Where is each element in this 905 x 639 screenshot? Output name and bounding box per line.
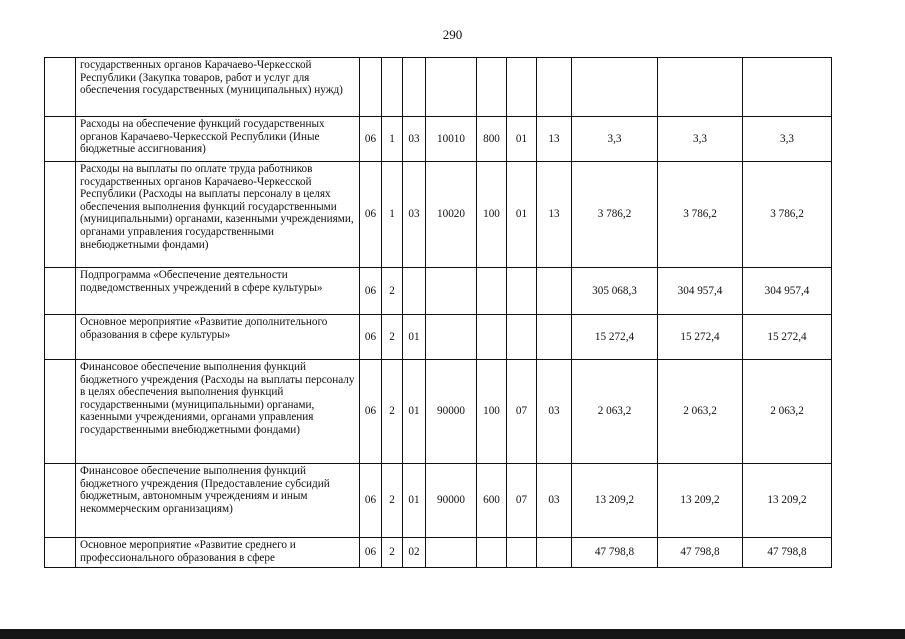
row-number-cell: [45, 162, 76, 268]
amount-cell: 3,3: [743, 117, 832, 162]
budget-table: [44, 57, 832, 568]
amount-cell: 15 272,4: [743, 315, 832, 360]
table-row: [45, 58, 832, 117]
row-number-cell: [45, 360, 76, 464]
amount-cell: 3 786,2: [743, 162, 832, 268]
amount-cell: [572, 58, 658, 117]
row-description: Подпрограмма «Обеспечение деятельности подведомственных учреждений в сфере культуры»: [76, 268, 360, 315]
code-cell: 03: [537, 464, 572, 538]
code-cell: 100: [477, 162, 507, 268]
table-row: [45, 117, 832, 162]
amount-cell: 2 063,2: [658, 360, 743, 464]
table-row: [45, 268, 832, 315]
amount-cell: 13 209,2: [572, 464, 658, 538]
table-row: [45, 162, 832, 268]
amount-cell: 13 209,2: [743, 464, 832, 538]
code-cell: 13: [537, 117, 572, 162]
code-cell: [477, 58, 507, 117]
code-cell: [507, 315, 537, 360]
scan-edge-bar: [0, 629, 905, 639]
code-cell: [477, 268, 507, 315]
row-description: Расходы на выплаты по оплате труда работников государственных органов Карачаево-Черкесской Республики (Расходы на выплаты персоналу в целях обеспечения выполнения функций государственными (муниципальными) органами, казенными учреждениями, органами управления государственными внебюджетными фондами): [76, 162, 360, 268]
code-cell: [360, 58, 382, 117]
page-number: 290: [442, 27, 463, 42]
code-cell: 03: [403, 117, 426, 162]
amount-cell: 3,3: [572, 117, 658, 162]
code-cell: [537, 538, 572, 568]
code-cell: [507, 268, 537, 315]
code-cell: 06: [360, 162, 382, 268]
row-description: Финансовое обеспечение выполнения функций бюджетного учреждения (Расходы на выплаты персоналу в целях обеспечения выполнения функций государственными (муниципальными) органами, казенными учреждениями, органами управления государственными внебюджетными фондами): [76, 360, 360, 464]
code-cell: 1: [382, 162, 403, 268]
code-cell: 06: [360, 117, 382, 162]
code-cell: 07: [507, 360, 537, 464]
row-number-cell: [45, 538, 76, 568]
code-cell: 800: [477, 117, 507, 162]
amount-cell: 2 063,2: [572, 360, 658, 464]
row-number-cell: [45, 315, 76, 360]
code-cell: 2: [382, 268, 403, 315]
code-cell: [426, 315, 477, 360]
code-cell: [537, 58, 572, 117]
code-cell: 07: [507, 464, 537, 538]
code-cell: 01: [403, 360, 426, 464]
code-cell: 03: [403, 162, 426, 268]
code-cell: 06: [360, 360, 382, 464]
table-row: [45, 315, 832, 360]
row-description: государственных органов Карачаево-Черкесской Республики (Закупка товаров, работ и услуг для обеспечения государственных (муниципальных) нужд): [76, 58, 360, 117]
code-cell: 100: [477, 360, 507, 464]
amount-cell: 47 798,8: [743, 538, 832, 568]
table-row: [45, 464, 832, 538]
row-description: Финансовое обеспечение выполнения функций бюджетного учреждения (Предоставление субсидий бюджетным, автономным учреждениям и иным некоммерческим организациям): [76, 464, 360, 538]
amount-cell: 3 786,2: [658, 162, 743, 268]
row-number-cell: [45, 58, 76, 117]
code-cell: [426, 58, 477, 117]
code-cell: 1: [382, 117, 403, 162]
code-cell: 06: [360, 315, 382, 360]
code-cell: 2: [382, 315, 403, 360]
code-cell: [537, 315, 572, 360]
code-cell: [537, 268, 572, 315]
code-cell: 01: [507, 117, 537, 162]
code-cell: 06: [360, 464, 382, 538]
row-description: Основное мероприятие «Развитие дополнительного образования в сфере культуры»: [76, 315, 360, 360]
code-cell: 01: [403, 464, 426, 538]
code-cell: 01: [507, 162, 537, 268]
code-cell: 10020: [426, 162, 477, 268]
amount-cell: 13 209,2: [658, 464, 743, 538]
row-number-cell: [45, 464, 76, 538]
amount-cell: 304 957,4: [658, 268, 743, 315]
amount-cell: 47 798,8: [658, 538, 743, 568]
code-cell: 06: [360, 538, 382, 568]
code-cell: [477, 315, 507, 360]
amount-cell: [658, 58, 743, 117]
row-description: Расходы на обеспечение функций государственных органов Карачаево-Черкесской Республики (Иные бюджетные ассигнования): [76, 117, 360, 162]
code-cell: 600: [477, 464, 507, 538]
code-cell: 2: [382, 538, 403, 568]
code-cell: 03: [537, 360, 572, 464]
code-cell: [403, 268, 426, 315]
code-cell: 06: [360, 268, 382, 315]
row-description: Основное мероприятие «Развитие среднего и профессионального образования в сфере: [76, 538, 360, 568]
code-cell: 90000: [426, 464, 477, 538]
code-cell: [507, 538, 537, 568]
code-cell: 13: [537, 162, 572, 268]
table-row: [45, 360, 832, 464]
amount-cell: [743, 58, 832, 117]
code-cell: 90000: [426, 360, 477, 464]
amount-cell: 47 798,8: [572, 538, 658, 568]
code-cell: [426, 538, 477, 568]
code-cell: [507, 58, 537, 117]
amount-cell: 305 068,3: [572, 268, 658, 315]
amount-cell: 3 786,2: [572, 162, 658, 268]
code-cell: [382, 58, 403, 117]
code-cell: 2: [382, 464, 403, 538]
code-cell: [403, 58, 426, 117]
code-cell: 10010: [426, 117, 477, 162]
code-cell: [477, 538, 507, 568]
amount-cell: 15 272,4: [658, 315, 743, 360]
code-cell: 02: [403, 538, 426, 568]
row-number-cell: [45, 117, 76, 162]
row-number-cell: [45, 268, 76, 315]
amount-cell: 304 957,4: [743, 268, 832, 315]
table-row: [45, 538, 832, 568]
code-cell: 2: [382, 360, 403, 464]
amount-cell: 15 272,4: [572, 315, 658, 360]
amount-cell: 2 063,2: [743, 360, 832, 464]
code-cell: [426, 268, 477, 315]
amount-cell: 3,3: [658, 117, 743, 162]
code-cell: 01: [403, 315, 426, 360]
